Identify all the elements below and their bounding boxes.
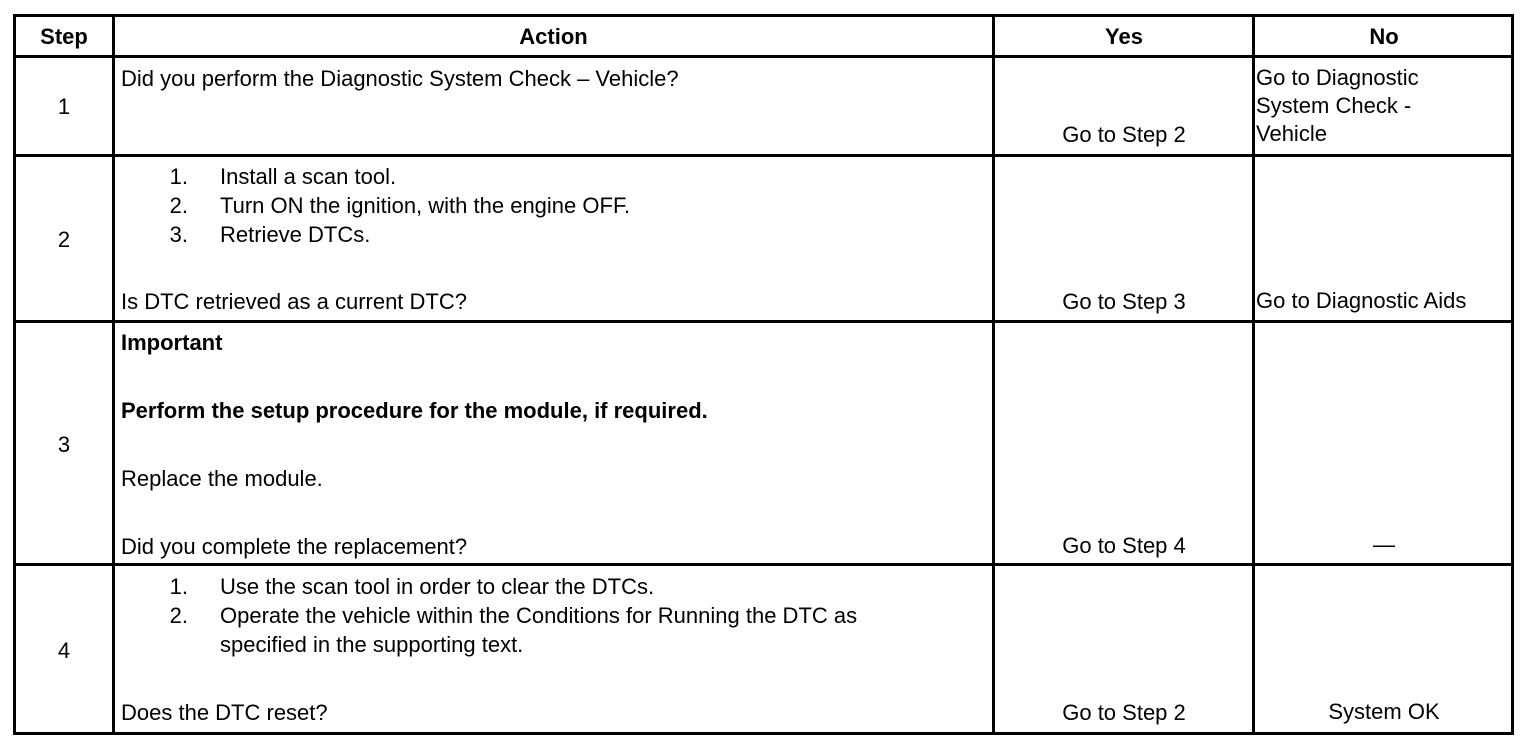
- header-no: No: [1369, 24, 1399, 49]
- action-question: Did you complete the replacement?: [121, 534, 468, 559]
- list-item: 1. Use the scan tool in order to clear the DTCs.: [169, 574, 655, 599]
- action-steps-list: [164, 572, 857, 659]
- column-divider: [992, 14, 995, 735]
- important-note: Perform the setup procedure for the module, if required.: [121, 398, 708, 423]
- column-divider: [112, 14, 115, 735]
- action-instruction: Replace the module.: [121, 466, 323, 491]
- yes-outcome: Go to Step 3: [1062, 289, 1186, 314]
- step-number: 3: [57, 432, 71, 457]
- list-item: 1. Install a scan tool.: [169, 164, 397, 189]
- step-number: 1: [57, 94, 71, 119]
- step-number: 4: [57, 638, 71, 663]
- step-number: 2: [57, 227, 71, 252]
- header-step: Step: [40, 24, 88, 49]
- no-outcome: Go to Diagnostic System Check - Vehicle: [1256, 65, 1419, 146]
- row-divider: [13, 320, 1514, 323]
- row-divider: [13, 154, 1514, 157]
- action-question: Is DTC retrieved as a current DTC?: [121, 289, 467, 314]
- header-yes: Yes: [1105, 24, 1143, 49]
- no-outcome: Go to Diagnostic Aids: [1256, 288, 1467, 313]
- list-item: 3. Retrieve DTCs.: [169, 222, 371, 247]
- yes-outcome: Go to Step 2: [1062, 122, 1186, 147]
- action-question: Does the DTC reset?: [121, 700, 328, 725]
- yes-outcome: Go to Step 4: [1062, 533, 1186, 558]
- column-divider: [1252, 14, 1255, 735]
- row-divider: [13, 55, 1514, 58]
- action-question: Did you perform the Diagnostic System Check – Vehicle?: [121, 66, 679, 91]
- action-steps-list: [164, 162, 630, 249]
- header-action: Action: [519, 24, 588, 49]
- list-item: 2. Operate the vehicle within the Conditions for Running the DTC as specified in the supporting text.: [169, 603, 858, 657]
- no-outcome: —: [1373, 532, 1395, 557]
- important-label: Important: [121, 330, 223, 355]
- list-item: 2. Turn ON the ignition, with the engine OFF.: [169, 193, 631, 218]
- row-divider: [13, 563, 1514, 566]
- no-outcome: System OK: [1328, 699, 1440, 724]
- yes-outcome: Go to Step 2: [1062, 700, 1186, 725]
